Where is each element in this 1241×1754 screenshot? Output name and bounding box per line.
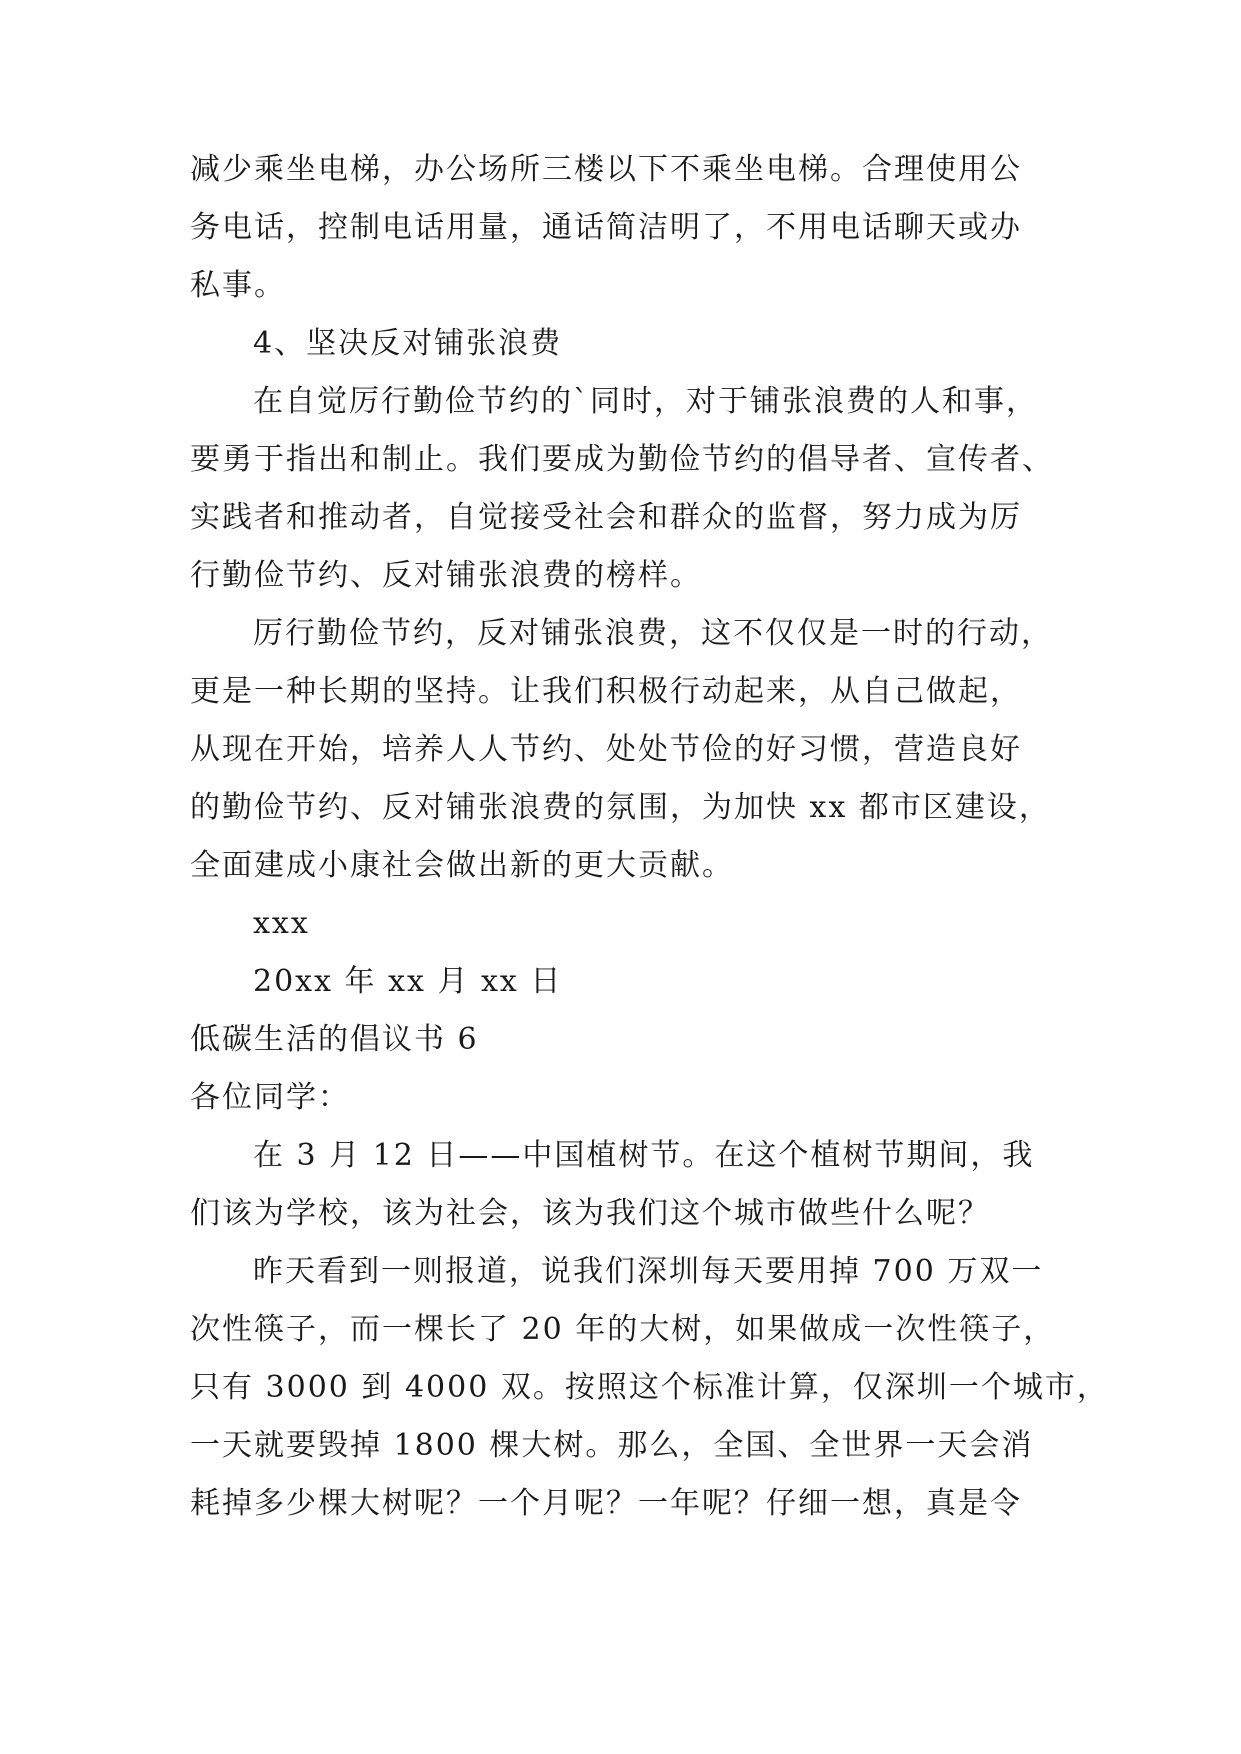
paragraph-line: 只有 3000 到 4000 双。按照这个标准计算，仅深圳一个城市， (190, 1370, 1109, 1405)
paragraph-line: 的勤俭节约、反对铺张浪费的氛围，为加快 xx 都市区建设， (190, 790, 1051, 825)
document-title: 低碳生活的倡议书 6 (190, 1022, 479, 1057)
paragraph-line: 实践者和推动者，自觉接受社会和群众的监督，努力成为厉 (190, 500, 1022, 535)
paragraph-line: 耗掉多少棵大树呢？一个月呢？一年呢？仔细一想，真是令 (190, 1486, 1022, 1521)
salutation: 各位同学： (190, 1080, 350, 1115)
paragraph-line: 一天就要毁掉 1800 棵大树。那么，全国、全世界一天会消 (190, 1428, 1034, 1463)
signature-name: xxx (253, 906, 310, 941)
paragraph-line: 更是一种长期的坚持。让我们积极行动起来，从自己做起， (190, 674, 1022, 709)
paragraph-line: 全面建成小康社会做出新的更大贡献。 (190, 848, 734, 883)
signature-date: 20xx 年 xx 月 xx 日 (253, 964, 563, 999)
paragraph-line: 务电话，控制电话用量，通话简洁明了，不用电话聊天或办 (190, 210, 1022, 245)
paragraph-line: 行勤俭节约、反对铺张浪费的榜样。 (190, 558, 702, 593)
paragraph-line: 要勇于指出和制止。我们要成为勤俭节约的倡导者、宣传者、 (190, 442, 1054, 477)
paragraph-line: 减少乘坐电梯，办公场所三楼以下不乘坐电梯。合理使用公 (190, 152, 1022, 187)
paragraph-line: 私事。 (190, 268, 286, 303)
paragraph-line: 从现在开始，培养人人节约、处处节俭的好习惯，营造良好 (190, 732, 1022, 767)
paragraph-line: 在 3 月 12 日——中国植树节。在这个植树节期间，我 (253, 1138, 1035, 1173)
section-heading: 4、坚决反对铺张浪费 (253, 326, 563, 361)
paragraph-line: 厉行勤俭节约，反对铺张浪费，这不仅仅是一时的行动， (253, 616, 1053, 651)
paragraph-line: 昨天看到一则报道，说我们深圳每天要用掉 700 万双一 (253, 1254, 1044, 1289)
paragraph-line: 们该为学校，该为社会，该为我们这个城市做些什么呢？ (190, 1196, 990, 1231)
paragraph-line: 次性筷子，而一棵长了 20 年的大树，如果做成一次性筷子， (190, 1312, 1056, 1347)
paragraph-line: 在自觉厉行勤俭节约的`同时，对于铺张浪费的人和事， (253, 384, 1038, 419)
